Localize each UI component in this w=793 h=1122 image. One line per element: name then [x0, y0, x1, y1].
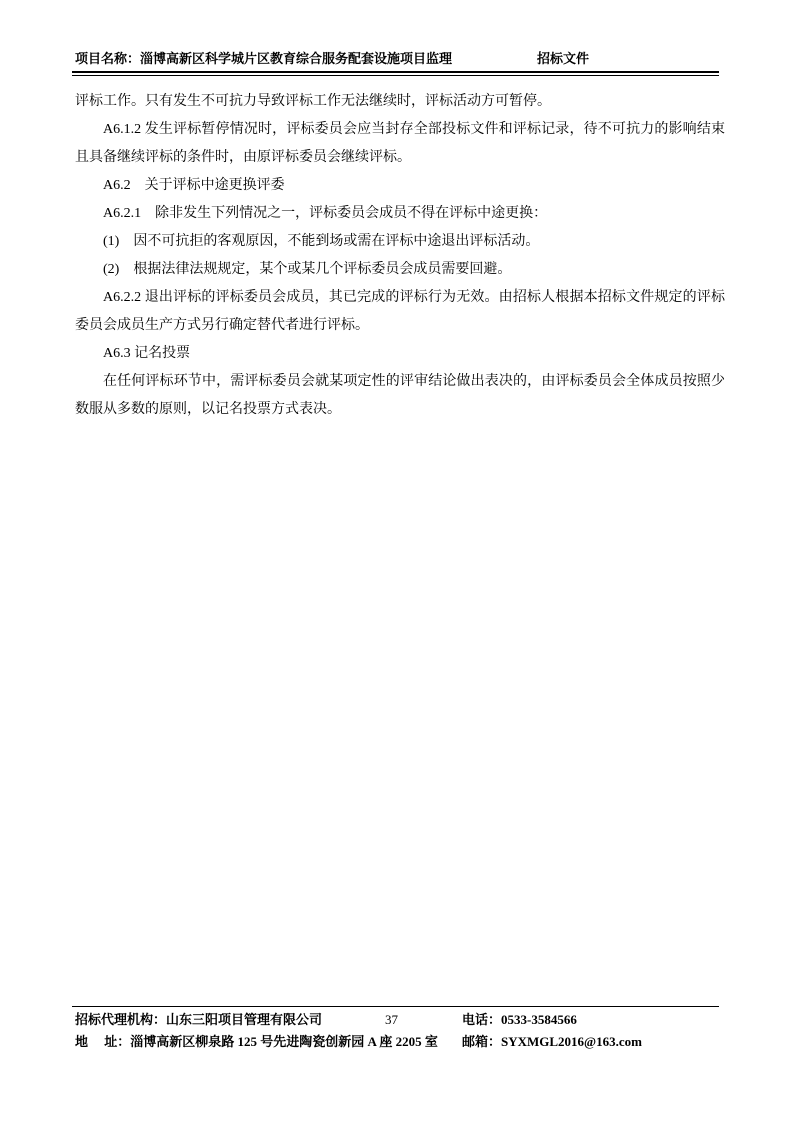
heading-a63: A6.3 记名投票 [103, 346, 191, 361]
list-item-2: (2) 根据法律法规规定，某个或某几个评标委员会成员需要回避。 [103, 262, 512, 277]
footer-row-1 [72, 1009, 719, 1031]
document-body [75, 88, 725, 424]
page-header [75, 50, 720, 68]
page-number: 37 [385, 1012, 398, 1027]
address-label: 地 址：淄博高新区柳泉路 125 号先进陶瓷创新园 A 座 2205 室 [75, 1034, 438, 1049]
paragraph-continuation: 评标工作。只有发生不可抗力导致评标工作无法继续时，评标活动方可暂停。 [75, 94, 551, 109]
agency-label: 招标代理机构：山东三阳项目管理有限公司 [75, 1012, 323, 1027]
page-footer [72, 1006, 719, 1053]
project-name-label: 项目名称：淄博高新区科学城片区教育综合服务配套设施项目监理 [75, 51, 453, 66]
heading-a62: A6.2 关于评标中途更换评委 [103, 178, 285, 193]
doc-type-label: 招标文件 [537, 51, 590, 66]
paragraph-a622: A6.2.2 退出评标的评标委员会成员，其已完成的评标行为无效。由招标人根据本招标文件规定的评标委员会成员生产方式另行确定替代者进行评标。 [75, 290, 725, 333]
header-rule [72, 71, 719, 76]
paragraph-a63-body: 在任何评标环节中，需评标委员会就某项定性的评审结论做出表决的，由评标委员会全体成员按照少数服从多数的原则，以记名投票方式表决。 [75, 374, 725, 417]
list-item-1: (1) 因不可抗拒的客观原因，不能到场或需在评标中途退出评标活动。 [103, 234, 540, 249]
paragraph-a612: A6.1.2 发生评标暂停情况时，评标委员会应当封存全部投标文件和评标记录，待不可抗力的影响结束且具备继续评标的条件时，由原评标委员会继续评标。 [75, 122, 725, 165]
phone-label: 电话：0533-3584566 [462, 1012, 577, 1027]
paragraph-a621: A6.2.1 除非发生下列情况之一，评标委员会成员不得在评标中途更换： [103, 206, 548, 221]
footer-row-2 [72, 1031, 719, 1053]
email-label: 邮箱：SYXMGL2016@163.com [462, 1034, 643, 1049]
